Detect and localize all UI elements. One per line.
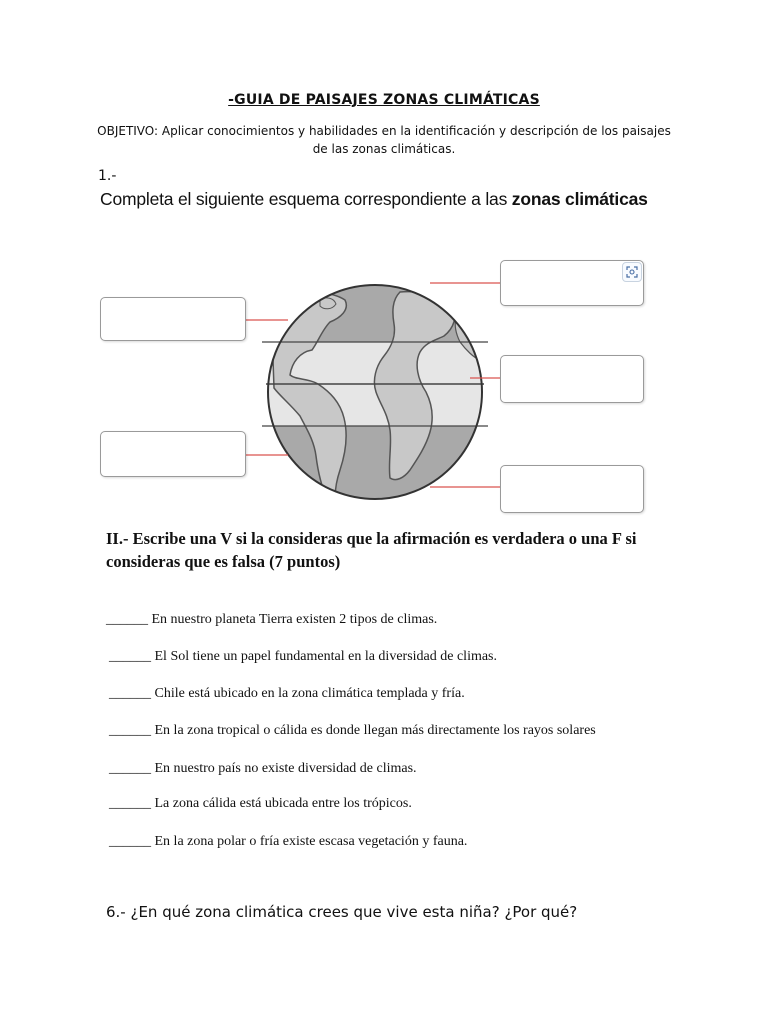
answer-box-left-top[interactable]: [100, 297, 246, 341]
south-cold-band: [260, 426, 490, 506]
scan-icon[interactable]: [622, 262, 642, 282]
question-6: 6.- ¿En qué zona climática crees que vive esta niña? ¿Por qué?: [106, 903, 578, 921]
statement-2: ______ El Sol tiene un papel fundamental en la diversidad de climas.: [109, 649, 498, 664]
globe: [260, 280, 490, 506]
answer-box-right-bottom[interactable]: [500, 465, 644, 513]
statement-5: ______ En nuestro país no existe diversidad de climas.: [109, 761, 417, 776]
statement-6: ______ La zona cálida está ubicada entre los trópicos.: [109, 796, 412, 811]
statement-7: ______ En la zona polar o fría existe escasa vegetación y fauna.: [109, 834, 468, 849]
statement-3: ______ Chile está ubicado en la zona climática templada y fría.: [109, 686, 465, 701]
scan-icon-glyph: [623, 263, 641, 281]
statement-4: ______ En la zona tropical o cálida es donde llegan más directamente los rayos solares: [109, 723, 596, 738]
statement-1: ______ En nuestro planeta Tierra existen 2 tipos de climas.: [106, 612, 438, 627]
objective-text: OBJETIVO: Aplicar conocimientos y habilidades en la identificación y descripción de los paisajes de las zonas climáticas.: [97, 124, 671, 156]
answer-box-right-middle[interactable]: [500, 355, 644, 403]
question-1-number: 1.-: [98, 168, 117, 184]
answer-box-left-bottom[interactable]: [100, 431, 246, 477]
question-2-heading: II.- Escribe una V si la consideras que la afirmación es verdadera o una F si consideras que es falsa (7 puntos): [106, 529, 637, 571]
instruction-plain: Completa el siguiente esquema correspondiente a las: [100, 189, 512, 209]
instruction-bold: zonas climáticas: [511, 189, 648, 209]
page-title: -GUIA DE PAISAJES ZONAS CLIMÁTICAS: [228, 92, 540, 108]
